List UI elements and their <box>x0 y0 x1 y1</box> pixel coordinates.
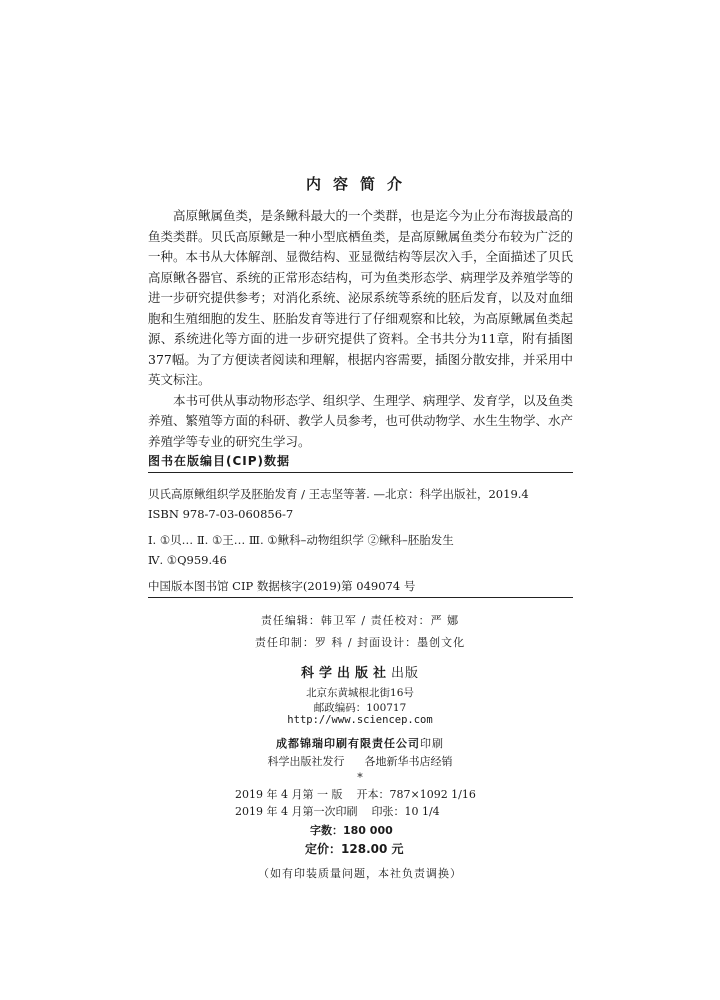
cip-block <box>148 484 573 596</box>
cip-title-line: 贝氏高原鳅组织学及胚胎发育 / 王志坚等著. —北京：科学出版社，2019.4 <box>148 487 529 501</box>
intro-title: 内容简介 <box>305 175 414 193</box>
publisher-postcode: 邮政编码：100717 <box>313 702 407 714</box>
printing-date: 2019 年 4 月第一次印刷 <box>235 805 358 818</box>
cip-heading: 图书在版编目(CIP)数据 <box>148 454 291 468</box>
edition-line <box>235 786 476 802</box>
printing-line <box>235 803 440 819</box>
publisher-suffix: 出版 <box>391 666 420 681</box>
publisher-name: 科学出版社 <box>300 666 391 681</box>
cip-top-rule <box>148 472 573 473</box>
edition-date: 2019 年 4 月第 一 版 <box>235 788 343 801</box>
publisher-url: http://www.sciencep.com <box>287 714 433 726</box>
price-line <box>305 840 404 857</box>
intro-body <box>148 206 573 452</box>
printer-name: 成都锦瑞印刷有限责任公司 <box>276 737 420 750</box>
printer-suffix: 印刷 <box>420 737 444 750</box>
intro-paragraph-2: 本书可供从事动物形态学、组织学、生理学、病理学、发育学，以及鱼类养殖、繁殖等方面的科研、教学人员参考，也可供动物学、水生生物学、水产养殖学等专业的研究生学习。 <box>148 392 574 449</box>
publisher-address: 北京东黄城根北街16号 <box>306 687 414 699</box>
sheets: 印张：10 1/4 <box>371 805 440 818</box>
separator-star: * <box>357 771 363 784</box>
quality-notice: （如有印装质量问题，本社负责调换） <box>258 867 462 880</box>
printer-line <box>0 735 720 751</box>
cip-subject-line: Ⅰ. ①贝… Ⅱ. ①王… Ⅲ. ①鳅科–动物组织学 ②鳅科–胚胎发生 <box>148 533 454 547</box>
editors-line: 责任编辑：韩卫军 / 责任校对：严 娜 <box>260 614 460 627</box>
cip-classification: Ⅳ. ①Q959.46 <box>148 553 227 567</box>
intro-paragraph-1: 高原鳅属鱼类，是条鳅科最大的一个类群，也是迄今为止分布海拔最高的鱼类类群。贝氏高原鳅是一种小型底栖鱼类，是高原鳅属鱼类分布较为广泛的一种。本书从大体解剖、显微结构、亚显微结构等层次入手，全面描述了贝氏高原鳅各器官、系统的正常形态结构，可为鱼类形态学、病理学及养殖学等的进一步研究提供参考；对消化系统、泌尿系统等系统的胚后发育，以及对血细胞和生殖细胞的发生、胚胎发育等进行了仔细观察和比较，为高原鳅属鱼类起源、系统进化等方面的进一步研究提供了资料。全书共分为11章，附有插图377幅。为了方便读者阅读和理解，根据内容需要，插图分散安排，并采用中英文标注。 <box>148 208 574 387</box>
word-count: 字数：180 000 <box>310 824 393 837</box>
price-value: 128.00 元 <box>341 842 404 856</box>
seller: 各地新华书店经销 <box>364 755 453 768</box>
production-line: 责任印制：罗 科 / 封面设计：墨创文化 <box>254 636 466 649</box>
price-label: 定价： <box>305 842 342 856</box>
distributor: 科学出版社发行 <box>267 755 345 768</box>
format: 开本：787×1092 1/16 <box>356 788 476 801</box>
cip-isbn: ISBN 978-7-03-060856-7 <box>148 507 294 521</box>
cip-record-number: 中国版本图书馆 CIP 数据核字(2019)第 049074 号 <box>148 579 416 593</box>
distribution-line <box>0 753 720 769</box>
cip-bottom-rule <box>148 597 573 598</box>
publisher-line <box>0 662 720 681</box>
